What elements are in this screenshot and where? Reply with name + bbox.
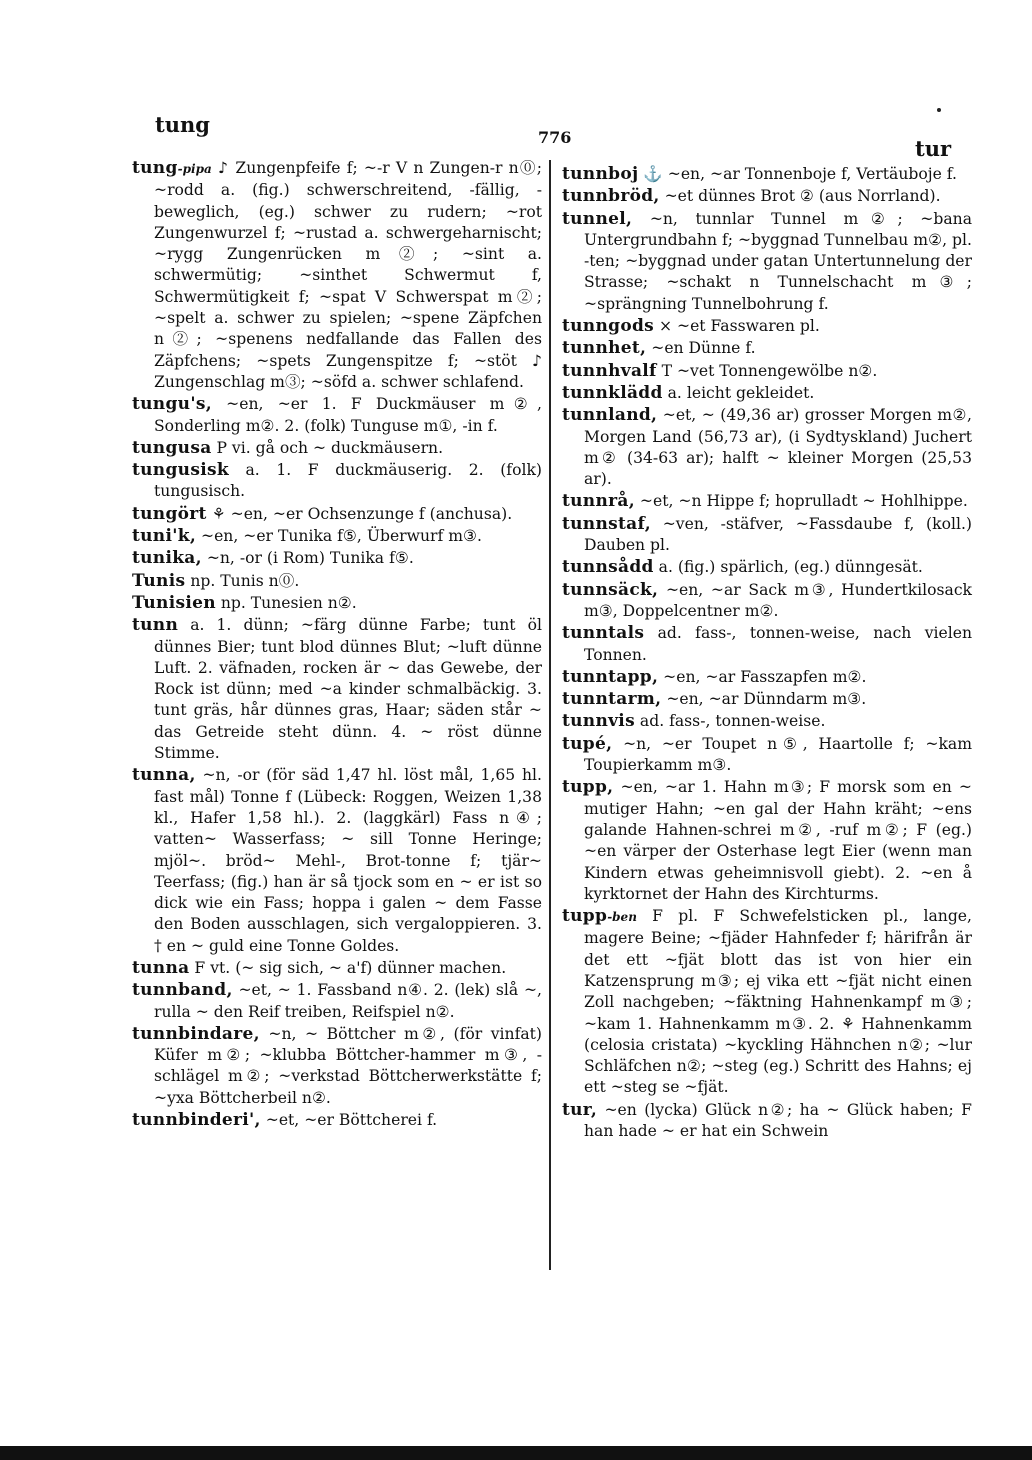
dictionary-entry [132, 394, 542, 437]
dictionary-entry [562, 383, 972, 404]
dictionary-entry [562, 1100, 972, 1143]
headword: tunngods [562, 316, 655, 337]
definition: ~n, ~ Böttcher m②, (för vinfat) Küfer m②; ~klubba Böttcher-hammer m③, -schlägel m②; ~verkstad Böttcherwerkstätte f; ~yxa Böttcherbeil n②. [154, 1024, 542, 1107]
dictionary-entry [132, 1110, 542, 1131]
definition: P vi. gå och ~ duckmäusern. [216, 438, 444, 457]
dictionary-entry [562, 580, 972, 623]
dictionary-entry [132, 460, 542, 503]
headword-suffix: -pipa [177, 162, 212, 176]
definition: a. leicht gekleidet. [667, 383, 815, 402]
dictionary-entry [562, 164, 972, 185]
dictionary-entry [562, 361, 972, 382]
dictionary-entry [562, 711, 972, 732]
dictionary-entry [562, 689, 972, 710]
headword: tunnsådd [562, 557, 654, 578]
dictionary-entry [562, 667, 972, 688]
definition: ~et, ~er Böttcherei f. [265, 1111, 438, 1130]
headword: tunnstaf, [562, 513, 651, 534]
definition: ~en, ~ar Fasszapfen m②. [663, 667, 867, 686]
definition: ~n, tunnlar Tunnel m②; ~bana Untergrundbahn f; ~byggnad Tunnelbau m②, pl. -ten; ~byggnad under gatan Untertunnelung der Strasse; ~schakt n Tunnelschacht m③; ~sprängning Tunnelbohrung f. [584, 209, 972, 313]
headword: tunnvis [562, 711, 635, 732]
definition: ~en, ~er 1. F Duckmäuser m②, Sonderling m②. 2. (folk) Tunguse m①, -in f. [154, 395, 542, 435]
headword: tunika, [132, 548, 202, 569]
dictionary-entry [132, 504, 542, 525]
headword: tungusa [132, 437, 212, 458]
dictionary-entry [562, 906, 972, 1099]
definition: T ~vet Tonnengewölbe n②. [661, 361, 878, 380]
dictionary-entry [132, 158, 542, 393]
dictionary-entry [132, 571, 542, 592]
headword: tunntapp, [562, 666, 659, 687]
headword: tunnband, [132, 980, 233, 1001]
definition: ~ven, -stäfver, ~Fassdaube f, (koll.) Dauben pl. [584, 514, 972, 555]
dictionary-entry [562, 514, 972, 557]
definition: ~n, -or (för säd 1,47 hl. löst mål, 1,65 hl. fast mål) Tonne f (Lübeck: Roggen, Weizen 1,38 kl., Hafer 1,58 hl.). 2. (laggkärl) Fass n④; vatten~ Wasserfass; ~ sill Tonne Heringe; mjöl~. bröd~ Mehl-, Brot-tonne f; tjär~ Teerfass; (fig.) han är så tjock som en ~ er ist so dick wie ein Fass; hoppa i galen ~ dem Fasse den Boden ausschlagen, sich vergaloppieren. 3. † en ~ guld eine Tonne Goldes. [154, 766, 542, 955]
dictionary-entry [562, 209, 972, 315]
definition: ~n, ~er Toupet n⑤, Haartolle f; ~kam Toupierkamm m③. [584, 734, 972, 775]
headword: tuni'k, [132, 526, 197, 547]
definition: ~et, ~ 1. Fassband n④. 2. (lek) slå ~, rulla ~ den Reif treiben, Reifspiel n②. [154, 981, 542, 1021]
headword: tunnbröd, [562, 186, 660, 207]
definition: × ~et Fasswaren pl. [658, 317, 820, 336]
definition: ~et, ~ (49,36 ar) grosser Morgen m②, Morgen Land (56,73 ar), (i Sydtyskland) Juchert m② (34-63 ar); halft ~ kleiner Morgen (25,53 ar). [584, 406, 972, 489]
definition: ~en Dünne f. [651, 339, 756, 358]
dictionary-entry [562, 491, 972, 512]
headword: tunna, [132, 765, 196, 786]
definition: ~n, -or (i Rom) Tunika f⑤. [206, 549, 414, 568]
dictionary-entry [132, 593, 542, 614]
dictionary-entry [562, 623, 972, 666]
dictionary-entry [132, 438, 542, 459]
definition: F pl. F Schwefelsticken pl., lange, magere Beine; ~fjäder Hahnfeder f; härifrån är det ett ~fjät blott das ist von hier ein Katzensprung m③; ej vika ett ~fjät nicht einen Zoll nachgeben; ~fäktning Hahnenkampf m③; ~kam 1. Hahnenkamm m③. 2. ⚘ Hahnenkamm (celosia cristata) ~kyckling Hähnchen n②; ~lur Schläfchen n②; ~steg (eg.) Schritt des Hahns; ej ett ~steg se ~fjät. [584, 907, 972, 1097]
dictionary-entry [132, 615, 542, 764]
dictionary-entry [562, 557, 972, 578]
headword: tupé, [562, 733, 613, 754]
definition: ♪ Zungenpfeife f; ~-r V n Zungen-r n⓪; ~rodd a. (fig.) schwerschreitend, -fällig, -beweglich, (eg.) schwer zu rudern; ~rot Zungenwurzel f; ~rustad a. schwergeharnischt; ~rygg Zungenrücken m②; ~sint a. schwermütig; ~sinthet Schwermut f, Schwermütigkeit f; ~spat V Schwerspat m②; ~spelt a. schwer zu spielen; ~spene Zäpfchen n②; ~spenens nedfallande das Fallen des Zäpfchens; ~spets Zungenspitze f; ~stöt ♪ Zungenschlag m③; ~söfd a. schwer schlafend. [154, 159, 542, 391]
headword: tunnklädd [562, 382, 663, 403]
headword: tunnel, [562, 208, 633, 229]
dictionary-entry [562, 338, 972, 359]
definition: ~en, ~ar 1. Hahn m③; F morsk som en ~ mutiger Hahn; ~en gal der Hahn kräht; ~ens galande Hahnen-schrei m②, -ruf m②; F (eg.) ~en värper der Osterhase legt Eier (wenn man Kindern etwas geheimnisvoll giebt). 2. ~en å kyrktornet der Hahn des Kirchturms. [584, 778, 972, 903]
definition: np. Tunis n⓪. [190, 571, 300, 590]
headword: tunnsäck, [562, 579, 659, 600]
headword: tungu's, [132, 394, 212, 415]
dictionary-entry [562, 405, 972, 490]
definition: a. (fig.) spärlich, (eg.) dünngesät. [658, 558, 923, 577]
scan-edge [0, 1446, 1032, 1460]
speck-mark [937, 108, 941, 112]
definition: ~en, ~er Tunika f⑤, Überwurf m③. [201, 527, 482, 546]
running-head-left: tung [155, 112, 210, 137]
headword: Tunisien [132, 592, 216, 613]
headword: tunna [132, 957, 190, 978]
definition: ~en, ~ar Dünndarm m③. [666, 690, 867, 709]
dictionary-entry [562, 777, 972, 905]
dictionary-entry [132, 526, 542, 547]
dictionary-entry [132, 980, 542, 1023]
definition: np. Tunesien n②. [220, 593, 357, 612]
headword-suffix: -ben [607, 910, 637, 925]
dictionary-entry [562, 316, 972, 337]
definition: a. 1. F duckmäuserig. 2. (folk) tungusisch. [154, 461, 542, 501]
column-divider [549, 160, 551, 1270]
headword: tungusisk [132, 460, 229, 481]
headword: tunnbinderi', [132, 1110, 261, 1131]
page-number: 776 [538, 128, 572, 147]
dictionary-entry [132, 958, 542, 979]
dictionary-entry [132, 1024, 542, 1109]
definition: F vt. (~ sig sich, ~ a'f) dünner machen. [194, 958, 507, 977]
headword: tunnboj [562, 164, 639, 184]
definition: ad. fass-, tonnen-weise. [639, 712, 826, 731]
dictionary-entry [562, 186, 972, 207]
definition: a. 1. dünn; ~färg dünne Farbe; tunt öl dünnes Bier; tunt blod dünnes Blut; ~luft dünne Luft. 2. väfnaden, rocken är ~ das Gewebe, der Rock ist dünn; med ~a kinder schmalbäckig. 3. tunt gräs, hår dünnes gras, Haar; säden står ~ das Getreide steht dünn. 4. ~ röst dünne Stimme. [154, 616, 542, 763]
definition: ~et dünnes Brot ② (aus Norrland). [664, 187, 941, 206]
headword: tunntals [562, 623, 645, 644]
headword: tunnbindare, [132, 1023, 260, 1044]
definition: ~en, ~ar Sack m③, Hundertkilosack m③, Doppelcentner m②. [584, 580, 973, 620]
headword: tunnrå, [562, 491, 635, 512]
headword: Tunis [132, 570, 186, 591]
definition: ~et, ~n Hippe f; hoprulladt ~ Hohlhippe. [639, 492, 968, 511]
headword: tungört [132, 503, 207, 524]
dictionary-entry [132, 548, 542, 569]
dictionary-entry [132, 765, 542, 957]
definition: ⚓ ~en, ~ar Tonnenboje f, Vertäuboje f. [643, 165, 957, 183]
headword: tupp [562, 906, 608, 927]
dictionary-entry [562, 734, 972, 777]
headword: tung [132, 158, 178, 178]
definition: ad. fass-, tonnen-weise, nach vielen Tonnen. [584, 624, 972, 664]
running-head-right: tur [915, 136, 952, 161]
headword: tunnland, [562, 405, 658, 426]
headword: tunnhet, [562, 338, 647, 359]
headword: tupp, [562, 777, 614, 798]
definition: ~en (lycka) Glück n②; ha ~ Glück haben; F han hade ~ er hat ein Schwein [584, 1100, 972, 1141]
headword: tur, [562, 1099, 598, 1120]
left-column [132, 158, 542, 1132]
headword: tunntarm, [562, 689, 662, 710]
headword: tunnhvalf [562, 360, 657, 381]
right-column [562, 164, 972, 1143]
headword: tunn [132, 615, 179, 636]
definition: ⚘ ~en, ~er Ochsenzunge f (anchusa). [211, 504, 513, 523]
